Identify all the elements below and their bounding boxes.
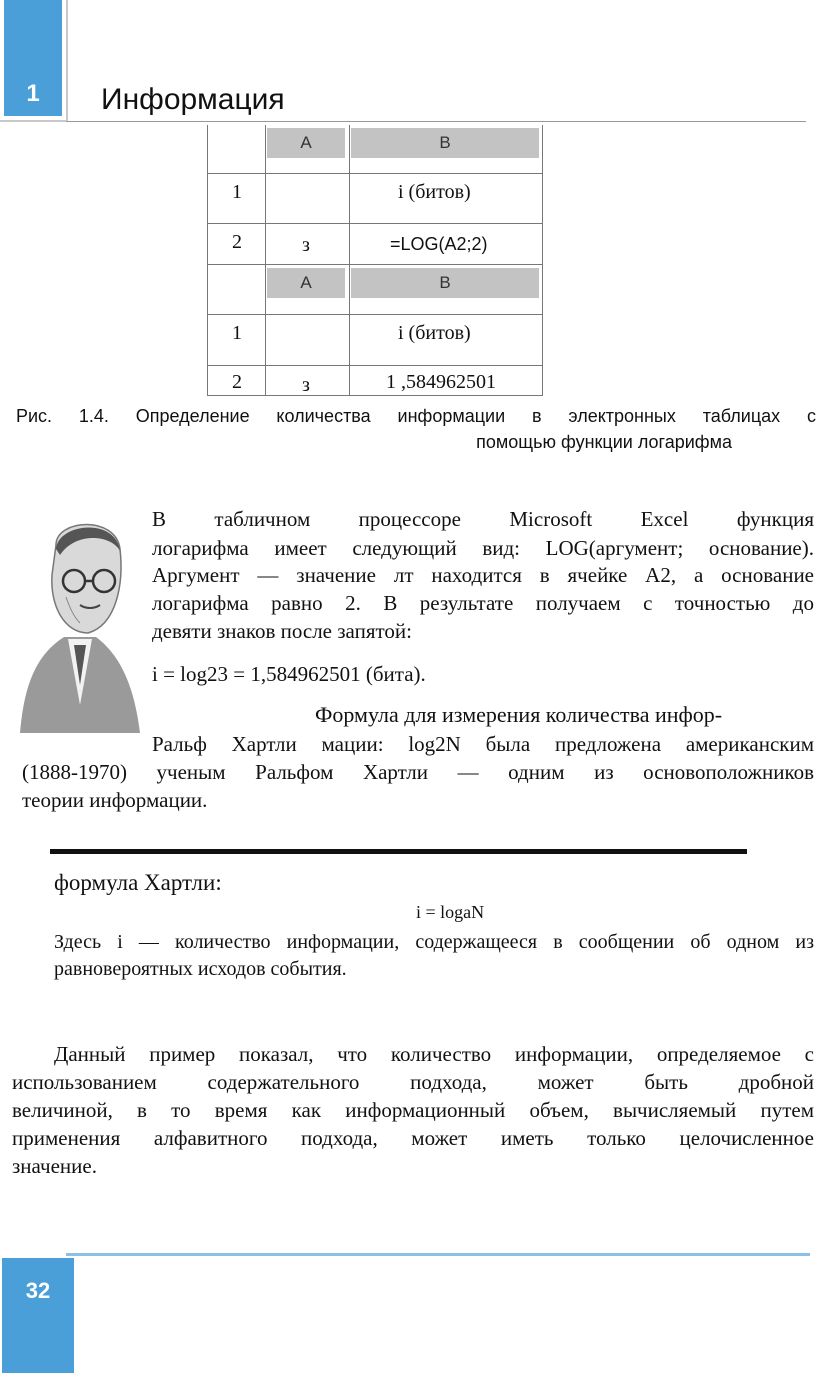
- column-header-b: B: [351, 128, 539, 158]
- row-divider: [208, 365, 542, 366]
- paragraph-line: применения алфавитного подхода, может иметь только целочисленное: [12, 1126, 814, 1150]
- header-rule: [66, 121, 806, 122]
- paragraph-line: теории информации.: [22, 788, 208, 812]
- paragraph-line: равновероятных исходов события.: [54, 958, 347, 980]
- figure-caption: Рис. 1.4. Определение количества информации в электронных таблицах с: [16, 406, 816, 426]
- footer-rule: [66, 1253, 810, 1256]
- column-header-a: A: [267, 128, 345, 158]
- page-number-box: [2, 1258, 74, 1373]
- paragraph-line: логарифма имеет следующий вид: LOG(аргумент; основание).: [152, 536, 814, 560]
- row-divider: [208, 314, 542, 315]
- chapter-number: 1: [26, 80, 40, 107]
- paragraph-line: использованием содержательного подхода, может быть дробной: [12, 1070, 814, 1094]
- paragraph-line: Ральф Хартли мации: log2N была предложена американским: [152, 732, 814, 756]
- row-divider: [208, 173, 542, 174]
- paragraph-line: Аргумент — значение лт находится в ячейке А2, а основание: [152, 563, 814, 587]
- cell-b1: i (битов): [398, 181, 471, 203]
- paragraph-line: значение.: [12, 1154, 97, 1178]
- column-header-b: B: [351, 268, 539, 298]
- row-number: 2: [232, 231, 242, 253]
- paragraph-line: Данный пример показал, что количество информации, определяемое с: [54, 1042, 814, 1066]
- section-divider: [50, 849, 747, 854]
- cell-a2: з: [302, 234, 310, 256]
- row-number: 2: [232, 371, 242, 393]
- row-divider: [208, 223, 542, 224]
- paragraph-line: Формула для измерения количества инфор-: [315, 702, 723, 727]
- cell-a2: з: [302, 374, 310, 396]
- figure-caption-cont: помощью функции логарифма: [476, 432, 732, 452]
- column-header-a: A: [267, 268, 345, 298]
- paragraph-line: логарифма равно 2. В результате получаем с точностью до: [152, 591, 814, 615]
- cell-b2-formula: =LOG(A2;2): [390, 234, 488, 254]
- paragraph-line: (1888-1970) ученым Ральфом Хартли — одним из основоположников: [22, 760, 814, 784]
- formula-result: i = log23 = 1,584962501 (бита).: [152, 662, 426, 686]
- column-divider: [349, 125, 350, 395]
- paragraph-line: Здесь i — количество информации, содержащееся в сообщении об одном из: [54, 931, 814, 953]
- paragraph-line: величиной, в то время как информационный объем, вычисляемый путем: [12, 1098, 814, 1122]
- column-divider: [265, 125, 266, 395]
- portrait-image: [16, 505, 144, 735]
- row-divider: [208, 264, 542, 265]
- row-number: 1: [232, 322, 242, 344]
- row-number: 1: [232, 181, 242, 203]
- spreadsheet-figure: [207, 125, 543, 396]
- hartley-heading: формула Хартли:: [54, 870, 222, 895]
- page-number: 32: [25, 1278, 51, 1303]
- cell-b1: i (битов): [398, 322, 471, 344]
- paragraph-line: В табличном процессоре Microsoft Excel функция: [152, 507, 814, 531]
- cell-b2-result: 1 ,584962501: [386, 371, 496, 393]
- paragraph-line: девяти знаков после запятой:: [152, 619, 412, 643]
- hartley-formula: i = logaN: [416, 902, 485, 922]
- chapter-title: Информация: [101, 83, 285, 116]
